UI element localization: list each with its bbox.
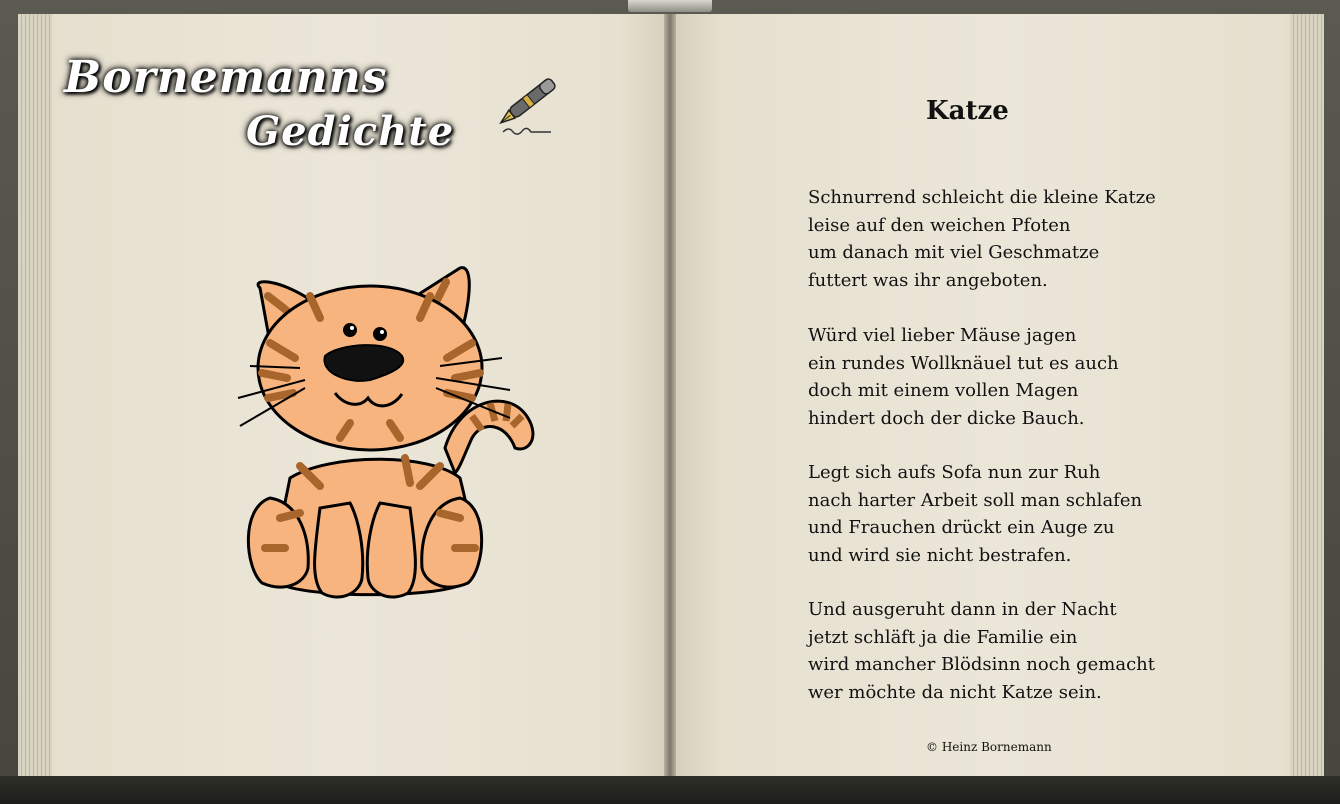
logo-title-line2: Gedichte <box>246 108 455 155</box>
poem-line: wird mancher Blödsinn noch gemacht <box>808 654 1156 675</box>
book-bottom-shadow <box>0 776 1340 804</box>
poem-line: futtert was ihr angeboten. <box>808 269 1048 291</box>
poem-line: um danach mit viel Geschmatze <box>808 242 1100 263</box>
poem-title: Katze <box>926 96 1009 126</box>
poem-line: und Frauchen drückt ein Auge zu <box>808 517 1115 538</box>
poem-line: Würd viel lieber Mäuse jagen <box>808 325 1077 346</box>
stanza-4 <box>808 596 1155 706</box>
poem-line: wer möchte da nicht Katze sein. <box>808 681 1102 703</box>
poem-line: hindert doch der dicke Bauch. <box>808 407 1085 429</box>
logo-title-line1: Bornemanns <box>64 52 388 103</box>
poem-line: ein rundes Wollknäuel tut es auch <box>808 352 1119 374</box>
poem-line: Legt sich aufs Sofa nun zur Ruh <box>808 462 1101 483</box>
poem-line: jetzt schläft ja die Familie ein <box>808 626 1078 648</box>
left-page-edges <box>18 14 52 776</box>
poem-container <box>672 0 1324 804</box>
stanza-1 <box>808 184 1156 294</box>
poem-line: leise auf den weichen Pfoten <box>808 214 1071 236</box>
fountain-pen-icon <box>485 60 575 140</box>
stanza-2 <box>808 322 1119 432</box>
poem-line: Und ausgeruht dann in der Nacht <box>808 599 1117 620</box>
copyright-notice: © Heinz Bornemann <box>926 740 1052 754</box>
poem-line: Schnurrend schleicht die kleine Katze <box>808 187 1156 208</box>
stanza-3 <box>808 459 1142 569</box>
poem-line: doch mit einem vollen Magen <box>808 380 1079 401</box>
poem-line: nach harter Arbeit soll man schlafen <box>808 489 1143 511</box>
poem-line: und wird sie nicht bestrafen. <box>808 544 1072 566</box>
cat-illustration <box>210 248 550 608</box>
